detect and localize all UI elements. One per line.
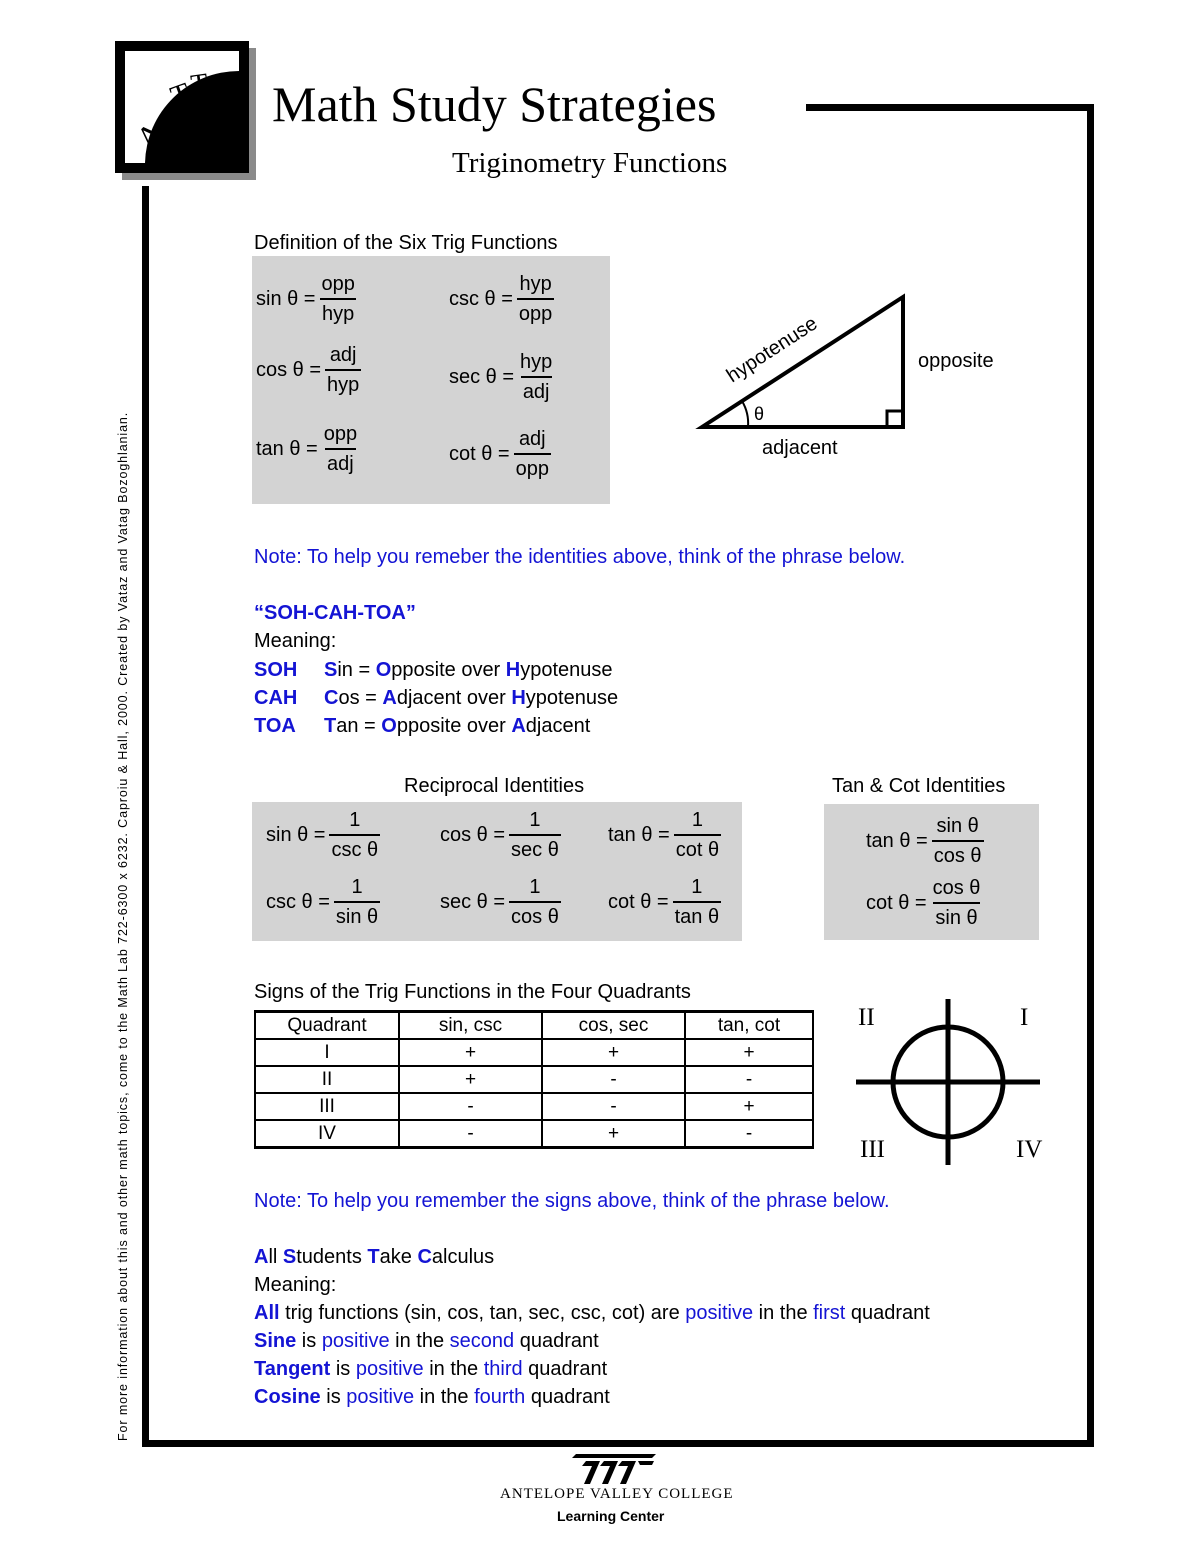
table-cell: - xyxy=(399,1093,542,1120)
table-row xyxy=(255,1039,813,1066)
tancot-heading: Tan & Cot Identities xyxy=(832,775,1006,797)
table-row xyxy=(255,1093,813,1120)
table-header-row xyxy=(255,1012,813,1040)
recip-cos: cos θ = $\frac{1}{\text{sec θ}}$ xyxy=(440,809,559,861)
tancot-cot: cot θ = $\frac{\text{cos θ}}{\text{sin θ}}$ xyxy=(866,877,981,929)
table-header-cell: cos, sec xyxy=(542,1012,685,1040)
note-identities: Note: To help you remeber the identities above, think of the phrase below. xyxy=(254,546,906,568)
frame-top-border xyxy=(806,104,1094,111)
college-logo-icon xyxy=(572,1452,658,1486)
logo-inner xyxy=(125,51,239,163)
eq-cot: cot θ = $\frac{\text{adj}}{\text{opp}}$ xyxy=(449,428,549,480)
cah-row: CAH Cos = Adjacent over Hypotenuse xyxy=(254,687,619,709)
logo-graphic xyxy=(125,51,239,163)
page-title: Math Study Strategies xyxy=(272,76,717,132)
soh-cah-toa-phrase: “SOH-CAH-TOA” xyxy=(254,602,416,624)
opposite-label: opposite xyxy=(918,350,994,372)
eq-csc: csc θ = $\frac{\text{hyp}}{\text{opp}}$ xyxy=(449,273,553,325)
eq-cos: cos θ = $\frac{\text{adj}}{\text{hyp}}$ xyxy=(256,344,360,396)
quadrant-label-i: I xyxy=(1020,1004,1029,1031)
astc-meaning-label: Meaning: xyxy=(254,1274,337,1296)
table-cell: IV xyxy=(255,1120,399,1148)
table-cell: + xyxy=(542,1120,685,1148)
recip-tan: tan θ = $\frac{1}{\text{cot θ}}$ xyxy=(608,809,720,861)
table-cell: + xyxy=(399,1039,542,1066)
eq-sin: sin θ = $\frac{\text{opp}}{\text{hyp}}$ xyxy=(256,273,355,325)
college-name: ANTELOPE VALLEY COLLEGE xyxy=(500,1486,734,1502)
reciprocal-heading: Reciprocal Identities xyxy=(404,775,585,797)
eq-tan: tan θ = $\frac{\text{opp}}{\text{adj}}$ xyxy=(256,423,358,475)
eq-sec: sec θ = $\frac{\text{hyp}}{\text{adj}}$ xyxy=(449,351,553,403)
recip-cot: cot θ = $\frac{1}{\text{tan θ}}$ xyxy=(608,876,720,928)
right-triangle-diagram xyxy=(690,280,1030,470)
note-signs: Note: To help you remember the signs above, think of the phrase below. xyxy=(254,1190,890,1212)
astc-line-all: All trig functions (sin, cos, tan, sec, csc, cot) are positive in the first quadrant xyxy=(254,1302,930,1324)
signs-heading: Signs of the Trig Functions in the Four Quadrants xyxy=(254,981,691,1003)
signs-table xyxy=(254,1010,814,1149)
quadrant-label-ii: II xyxy=(858,1004,875,1031)
table-header-cell: sin, csc xyxy=(399,1012,542,1040)
svg-text:T: T xyxy=(188,67,211,101)
astc-line-tangent: Tangent is positive in the third quadrant xyxy=(254,1358,608,1380)
six-trig-heading: Definition of the Six Trig Functions xyxy=(254,232,558,254)
table-cell: I xyxy=(255,1039,399,1066)
table-cell: + xyxy=(399,1066,542,1093)
adjacent-label: adjacent xyxy=(762,437,838,459)
page-subtitle: Triginometry Functions xyxy=(452,147,728,179)
tancot-tan: tan θ = $\frac{\text{sin θ}}{\text{cos θ}}$ xyxy=(866,815,982,867)
table-cell: - xyxy=(399,1120,542,1148)
theta-label: θ xyxy=(754,404,765,424)
table-header-cell: tan, cot xyxy=(685,1012,813,1040)
side-note: For more information about this and other math topics, come to the Math Lab 722-6300 x 6232. Caproiu & Hall, 2000. Created by Vataz and Vatag Bozoghlanian. xyxy=(116,411,130,1441)
quadrant-label-iv: IV xyxy=(1016,1136,1043,1163)
frame-left-border xyxy=(142,186,149,1447)
table-cell: + xyxy=(542,1039,685,1066)
astc-line-cosine: Cosine is positive in the fourth quadrant xyxy=(254,1386,610,1408)
learning-center-label: Learning Center xyxy=(557,1508,665,1524)
table-row xyxy=(255,1066,813,1093)
table-header-cell: Quadrant xyxy=(255,1012,399,1040)
table-cell: - xyxy=(542,1093,685,1120)
recip-sec: sec θ = $\frac{1}{\text{cos θ}}$ xyxy=(440,876,559,928)
quadrant-diagram xyxy=(850,995,1050,1170)
soh-meaning-label: Meaning: xyxy=(254,630,337,652)
soh-row: SOH Sin = Opposite over Hypotenuse xyxy=(254,659,613,681)
table-cell: III xyxy=(255,1093,399,1120)
recip-csc: csc θ = $\frac{1}{\text{sin θ}}$ xyxy=(266,876,379,928)
astc-line-sine: Sine is positive in the second quadrant xyxy=(254,1330,599,1352)
toa-row: TOA Tan = Opposite over Adjacent xyxy=(254,715,591,737)
svg-text:A: A xyxy=(129,114,173,159)
svg-text:T: T xyxy=(166,76,195,114)
table-cell: II xyxy=(255,1066,399,1093)
quadrant-label-iii: III xyxy=(860,1136,885,1163)
table-cell: + xyxy=(685,1039,813,1066)
table-cell: - xyxy=(685,1066,813,1093)
astc-phrase: All Students Take Calculus xyxy=(254,1246,495,1268)
svg-text:r: r xyxy=(211,71,219,97)
table-cell: + xyxy=(685,1093,813,1120)
table-row xyxy=(255,1120,813,1148)
hypotenuse-label: hypotenuse xyxy=(722,312,822,388)
table-cell: - xyxy=(685,1120,813,1148)
frame-right-border xyxy=(1087,104,1094,1447)
frame-bottom-border xyxy=(142,1440,1094,1447)
recip-sin: sin θ = $\frac{1}{\text{csc θ}}$ xyxy=(266,809,379,861)
table-cell: - xyxy=(542,1066,685,1093)
